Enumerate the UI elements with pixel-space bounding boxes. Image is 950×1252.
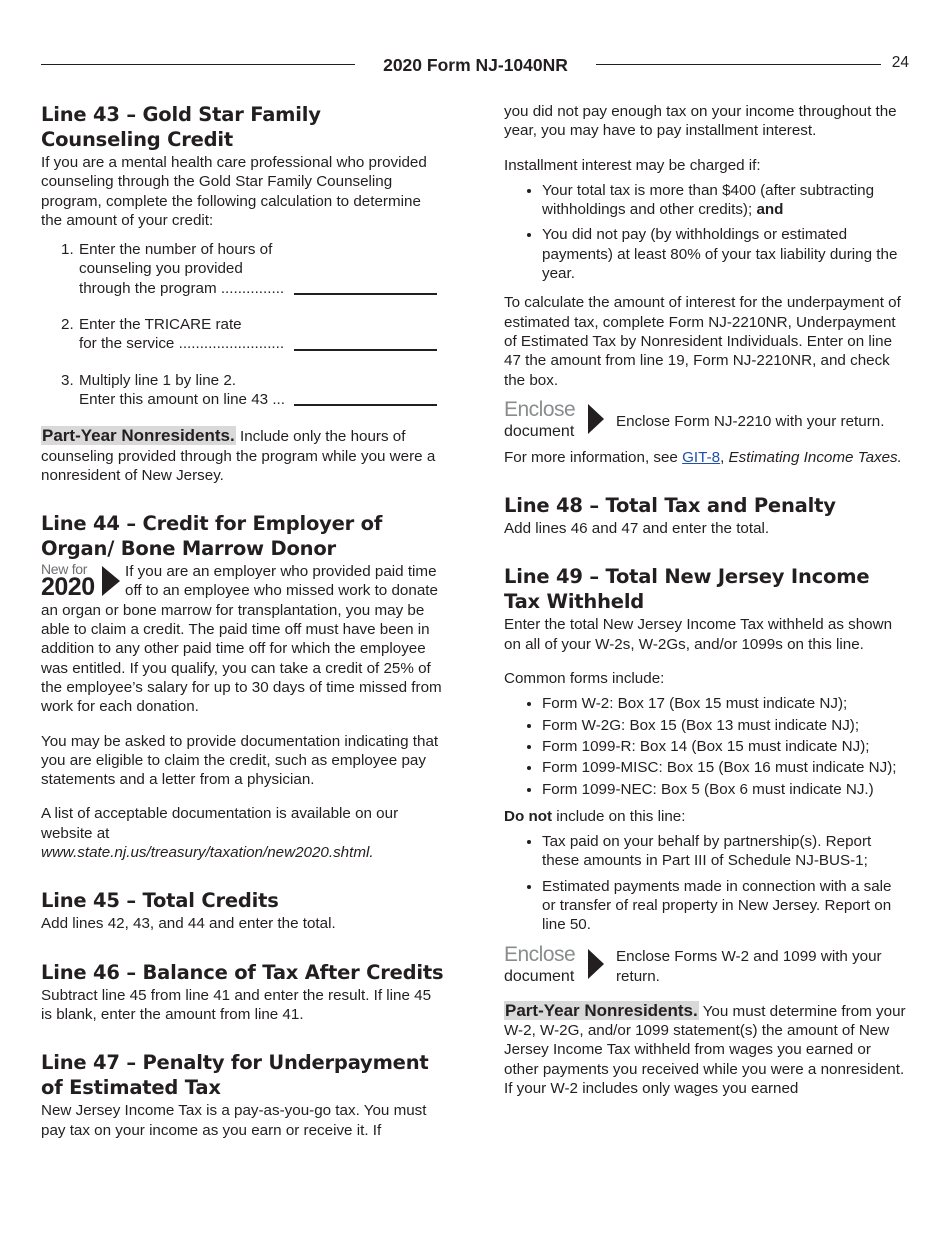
header-rule-left: [41, 64, 355, 65]
do-not-include-intro: Do not include on this line:: [504, 807, 686, 825]
line47-continued: you did not pay enough tax on your income throughout the year, you may have to pay installment interest.: [504, 103, 897, 140]
list-item: • Form W-2G: Box 15 (Box 13 must indicate NJ);: [542, 716, 909, 735]
git-8-link[interactable]: GIT-8: [682, 448, 721, 466]
line47-text: New Jersey Income Tax is a pay-as-you-go tax. You must pay tax on your income as you earn or receive it. If: [41, 1102, 427, 1139]
left-column: [41, 102, 445, 1140]
line45-heading: Line 45 – Total Credits: [41, 889, 279, 913]
list-item: • You did not pay (by withholdings or estimated payments) at least 80% of your tax liability during the year.: [542, 225, 909, 283]
line44-paragraph-1: New for 2020 If you are an employer who provided paid time off to an employee who missed work to donate an organ or bone marrow for transplantation, you may be able to claim a credit. The paid time off must have been in addition to any other paid time off for which the employee was entitled. If you qualify, you can take a credit of 25% of the employee’s salary for up to 30 days of time missed from work for each donation.: [41, 561, 442, 716]
list-item: • Estimated payments made in connection with a sale or transfer of real property in New Jersey. Report on line 50.: [542, 877, 909, 935]
right-column: [504, 102, 909, 1098]
enclose-document-note-1: Enclose document Enclose Form NJ-2210 with your return.: [504, 397, 885, 440]
line46-heading: Line 46 – Balance of Tax After Credits: [41, 960, 444, 984]
common-forms-list: [504, 694, 909, 798]
line45-text: Add lines 42, 43, and 44 and enter the total.: [41, 915, 336, 933]
list-item: • Form 1099-MISC: Box 15 (Box 16 must indicate NJ);: [542, 758, 909, 777]
part-year-label: Part-Year Nonresidents.: [505, 1000, 698, 1020]
line43-heading: Line 43 – Gold Star Family Counseling Credit: [41, 103, 321, 151]
calc-step-2-entry-line: [294, 349, 437, 351]
calc-step-3-entry-line: [294, 404, 437, 406]
calc-step-1: 1. Enter the number of hours of counseling you provided through the program ...............: [61, 240, 445, 298]
calc-step-2: 2. Enter the TRICARE rate for the service .........................: [61, 315, 445, 354]
line49-heading: Line 49 – Total New Jersey Income Tax Withheld: [504, 565, 870, 614]
credit-calculation: [61, 240, 445, 409]
page-header: [41, 52, 909, 78]
line47-heading: Line 47 – Penalty for Underpayment of Estimated Tax: [41, 1051, 429, 1100]
enclose-document-logo: Enclose document: [504, 402, 608, 442]
line46-text: Subtract line 45 from line 41 and enter the result. If line 45 is blank, enter the amount from line 41.: [41, 986, 432, 1023]
arrow-icon: [102, 566, 120, 596]
more-info-text: For more information, see GIT-8, Estimating Income Taxes.: [504, 448, 902, 466]
calc-step-3: 3. Multiply line 1 by line 2. Enter this amount on line 43 ...: [61, 371, 445, 410]
page-number: 24: [891, 54, 909, 71]
line43-part-year-note: Part-Year Nonresidents. Include only the hours of counseling provided through the program while you were a nonresident of New Jersey.: [41, 426, 436, 484]
line44-heading: Line 44 – Credit for Employer of Organ/ Bone Marrow Donor: [41, 512, 383, 561]
line44-paragraph-2: You may be asked to provide documentation indicating that you are eligible to claim the credit, such as employee pay statements and a letter from a physician.: [41, 732, 439, 789]
common-forms-intro: Common forms include:: [504, 670, 665, 688]
interest-calculation-text: To calculate the amount of interest for the underpayment of estimated tax, complete Form NJ-2210NR, Underpayment of Estimated Tax by Nonresident Individuals. Enter on line 47 the amount from line 19, Form NJ-2210NR, and check the box.: [504, 294, 901, 389]
calc-step-1-entry-line: [294, 293, 437, 295]
new-for-2020-badge: New for 2020: [41, 562, 123, 600]
arrow-icon: [588, 404, 604, 434]
list-item: • Your total tax is more than $400 (after subtracting withholdings and other credits); and: [542, 181, 909, 220]
do-not-include-list: [504, 832, 909, 934]
arrow-icon: [588, 949, 604, 979]
list-item: • Form 1099-NEC: Box 5 (Box 6 must indicate NJ.): [542, 780, 909, 799]
form-title: 2020 Form NJ-1040NR: [383, 55, 568, 75]
list-item: • Tax paid on your behalf by partnership(s). Report these amounts in Part III of Schedule NJ-BUS-1;: [542, 832, 909, 871]
installment-conditions: [504, 181, 909, 283]
line48-heading: Line 48 – Total Tax and Penalty: [504, 494, 836, 518]
enclose-document-logo: Enclose document: [504, 947, 608, 987]
line49-part-year-note: Part-Year Nonresidents. You must determine from your W-2, W-2G, and/or 1099 statement(s) the amount of New Jersey Income Tax withheld from wages you earned or other payments you received while you were a nonresident. If your W-2 includes only wages you earned: [504, 1000, 906, 1097]
part-year-label: Part-Year Nonresidents.: [42, 426, 235, 446]
line49-text: Enter the total New Jersey Income Tax withheld as shown on all of your W-2s, W-2Gs, and/or 1099s on this line.: [504, 616, 893, 653]
website-url: www.state.nj.us/treasury/taxation/new2020.shtml.: [41, 844, 374, 862]
line43-intro: If you are a mental health care professional who provided counseling through the Gold Star Family Counseling program, complete the following calculation to determine the amount of your credit:: [41, 154, 427, 229]
line48-text: Add lines 46 and 47 and enter the total.: [504, 520, 770, 538]
enclose-document-note-2: Enclose document Enclose Forms W-2 and 1099 with your return.: [504, 942, 882, 985]
line44-paragraph-3: A list of acceptable documentation is available on our website at www.state.nj.us/treasury/taxation/new2020.shtml.: [41, 805, 399, 862]
list-item: • Form W-2: Box 17 (Box 15 must indicate NJ);: [542, 694, 909, 713]
list-item: • Form 1099-R: Box 14 (Box 15 must indicate NJ);: [542, 737, 909, 756]
installment-intro: Installment interest may be charged if:: [504, 156, 761, 174]
header-rule-right: [596, 64, 881, 65]
